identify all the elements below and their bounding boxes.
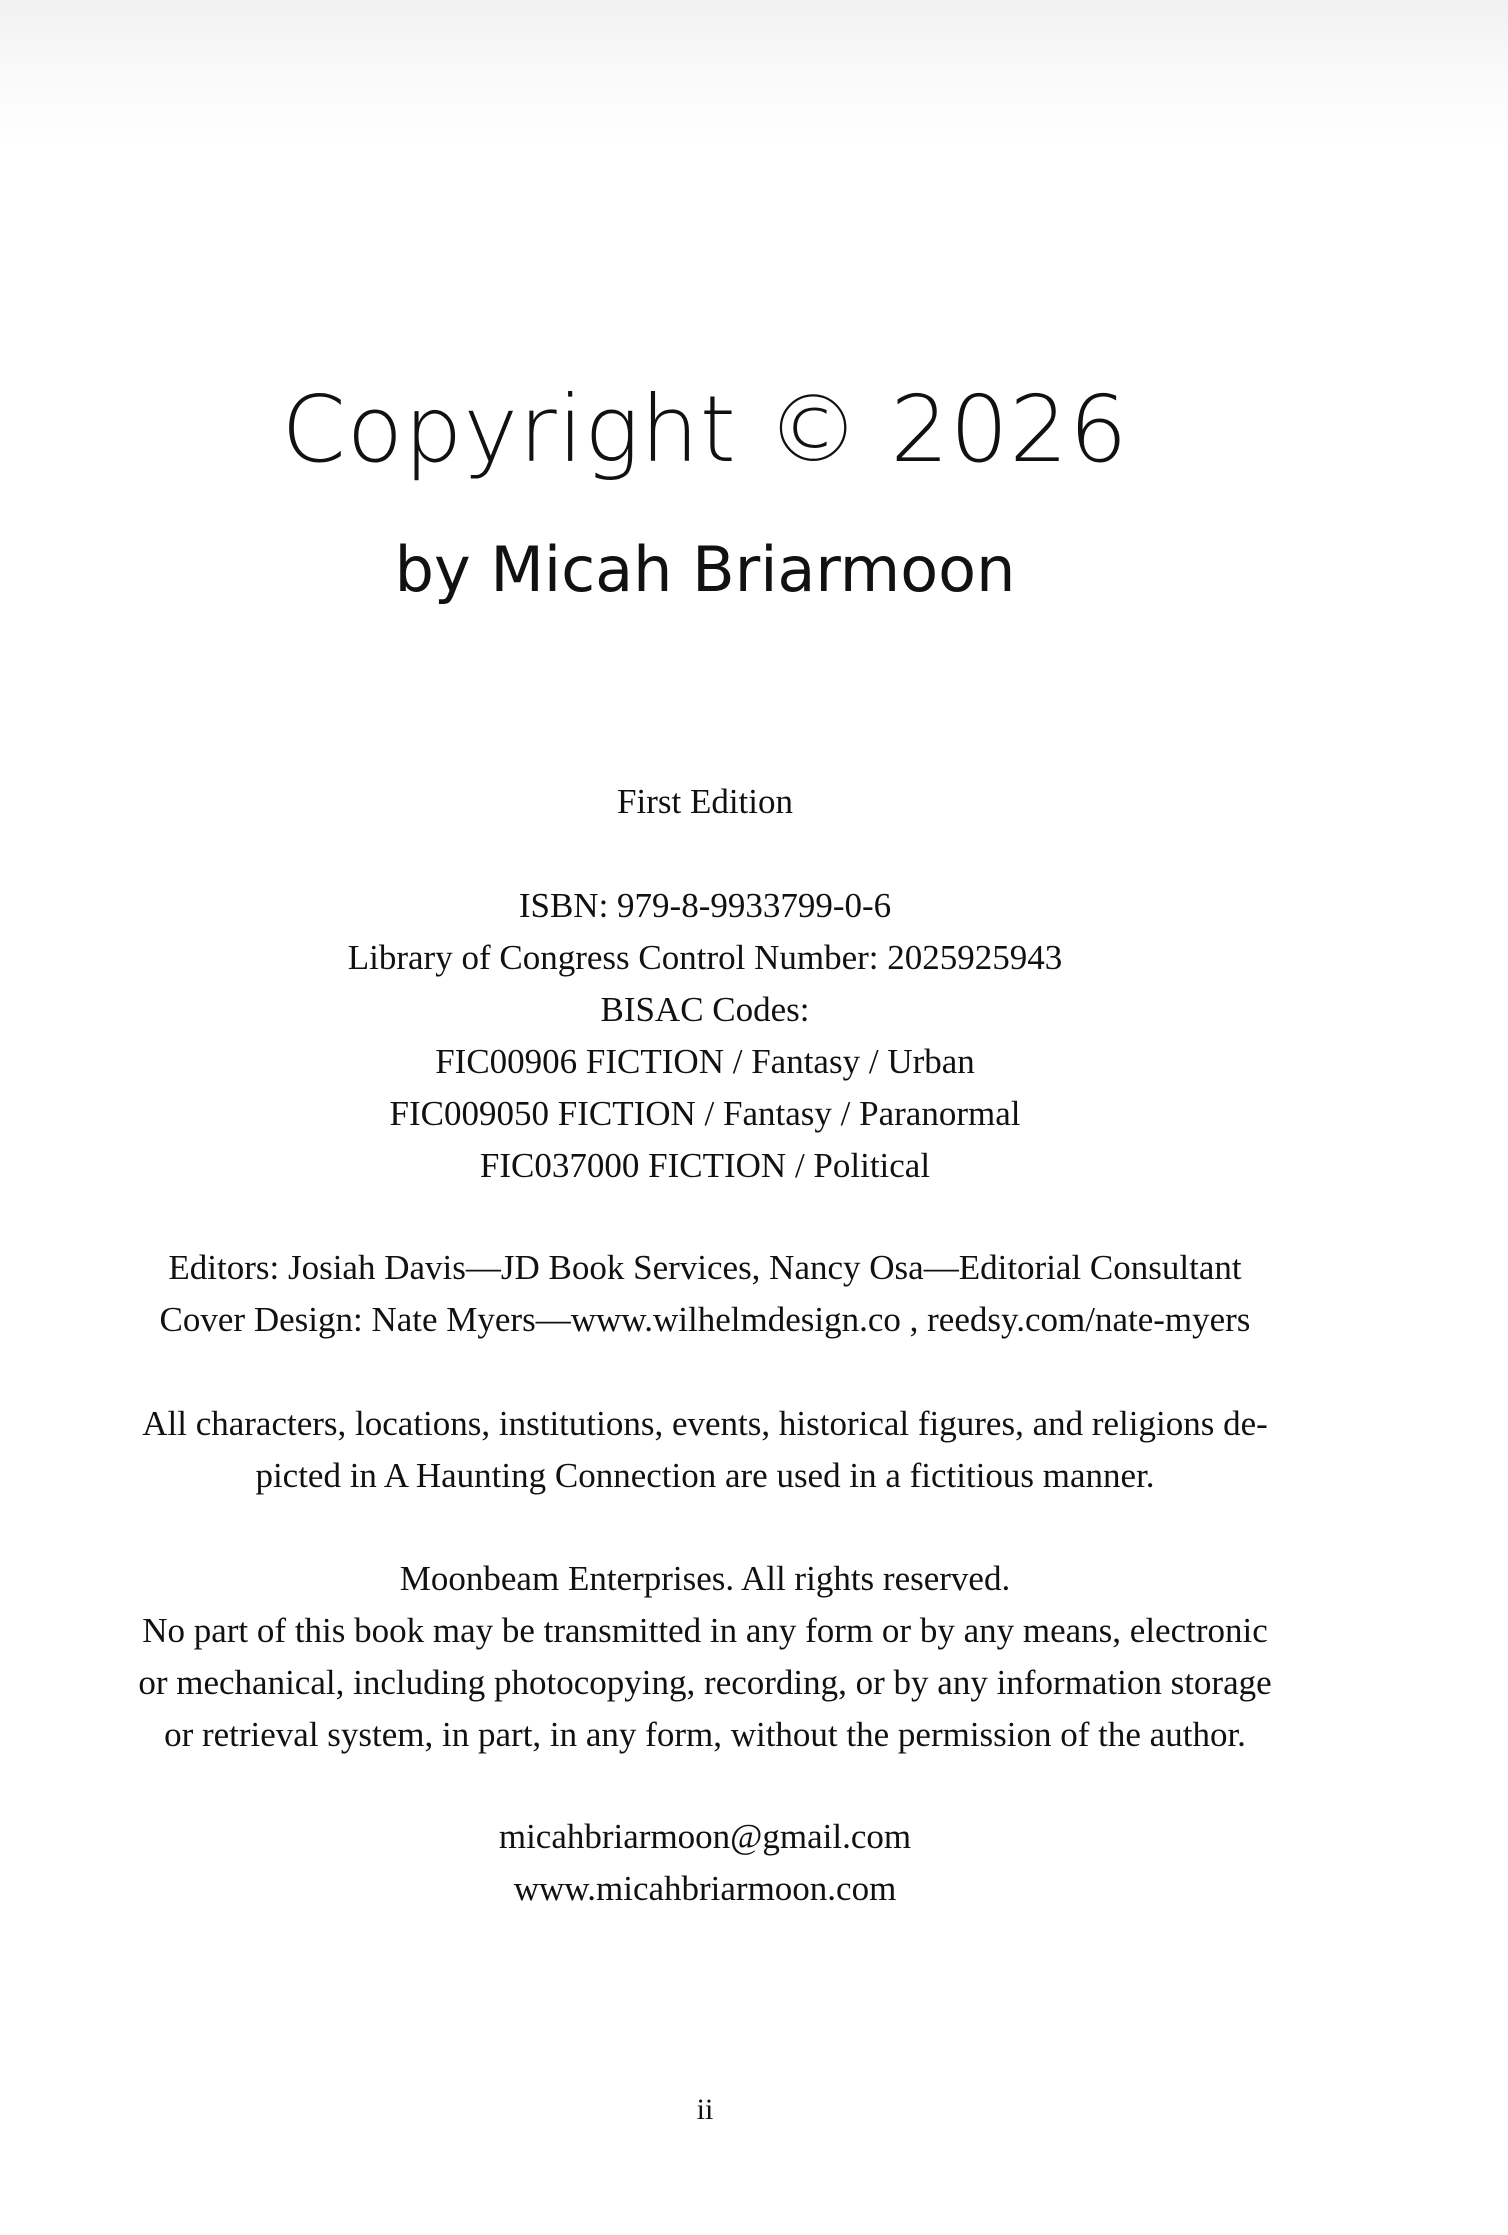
rights-text-line: No part of this book may be transmitted in any form or by any means, electronic bbox=[142, 1611, 1268, 1650]
disclaimer-line: All characters, locations, institutions, events, historical figures, and religions de- bbox=[142, 1404, 1268, 1443]
lccn-line: Library of Congress Control Number: 2025925943 bbox=[347, 938, 1063, 977]
contact-website: www.micahbriarmoon.com bbox=[513, 1869, 897, 1908]
publication-info-block bbox=[0, 880, 1410, 1192]
disclaimer-line: picted in A Haunting Connection are used in a fictitious manner. bbox=[255, 1456, 1155, 1495]
top-edge-shadow bbox=[0, 0, 1508, 150]
edition-block bbox=[0, 776, 1410, 828]
editors-line: Editors: Josiah Davis—JD Book Services, Nancy Osa—Editorial Consultant bbox=[168, 1248, 1242, 1287]
contact-email: micahbriarmoon@gmail.com bbox=[498, 1817, 912, 1856]
bisac-code-line: FIC037000 FICTION / Political bbox=[479, 1146, 931, 1185]
isbn-line: ISBN: 979-8-9933799-0-6 bbox=[518, 886, 892, 925]
edition-line: First Edition bbox=[617, 782, 793, 821]
rights-block bbox=[0, 1553, 1410, 1761]
bisac-code-line: FIC009050 FICTION / Fantasy / Paranormal bbox=[389, 1094, 1021, 1133]
rights-text-line: or mechanical, including photocopying, recording, or by any information storage bbox=[138, 1663, 1272, 1702]
bisac-code-line: FIC00906 FICTION / Fantasy / Urban bbox=[435, 1042, 975, 1081]
page-number: ii bbox=[696, 2093, 714, 2126]
rights-reserved-line: Moonbeam Enterprises. All rights reserved. bbox=[399, 1559, 1011, 1598]
rights-text-line: or retrieval system, in part, in any form, without the permission of the author. bbox=[164, 1715, 1246, 1754]
contact-block bbox=[0, 1811, 1410, 1915]
credits-block bbox=[0, 1242, 1410, 1346]
copyright-title: Copyright © 2026 bbox=[281, 376, 1129, 483]
fiction-disclaimer-block bbox=[0, 1398, 1410, 1502]
author-byline: by Micah Briarmoon bbox=[394, 533, 1016, 606]
bisac-heading: BISAC Codes: bbox=[600, 990, 810, 1029]
cover-design-line: Cover Design: Nate Myers—www.wilhelmdesign.co , reedsy.com/nate-myers bbox=[159, 1300, 1251, 1339]
